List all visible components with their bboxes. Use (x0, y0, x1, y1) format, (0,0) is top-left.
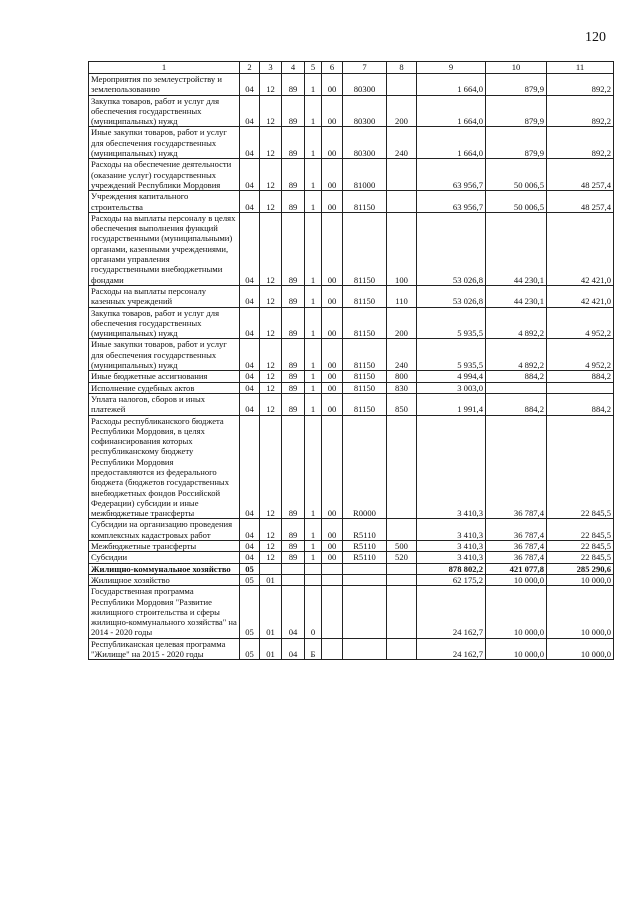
table-cell: 1 (305, 371, 322, 382)
table-cell: 81150 (343, 371, 387, 382)
table-cell: 89 (282, 415, 305, 519)
table-row (89, 382, 614, 393)
table-cell (387, 638, 417, 660)
table-cell: 5 935,5 (417, 339, 486, 371)
table-cell: 00 (322, 285, 343, 307)
table-cell: 1 991,4 (417, 393, 486, 415)
table-cell (260, 563, 282, 574)
table-cell: 36 787,4 (486, 541, 547, 552)
table-cell: 42 421,0 (547, 212, 614, 285)
row-label-cell: Исполнение судебных актов (89, 382, 240, 393)
table-cell: 10 000,0 (547, 638, 614, 660)
table-row (89, 191, 614, 213)
table-cell (322, 574, 343, 585)
table-cell (486, 382, 547, 393)
table-cell (343, 586, 387, 638)
table-cell: 01 (260, 574, 282, 585)
table-cell: 892,2 (547, 127, 614, 159)
table-cell: 04 (240, 191, 260, 213)
table-cell: R5110 (343, 519, 387, 541)
table-cell: 00 (322, 339, 343, 371)
table-cell: 89 (282, 159, 305, 191)
table-cell (547, 382, 614, 393)
row-label-cell: Республиканская целевая программа "Жилище" на 2015 - 2020 годы (89, 638, 240, 660)
table-cell: 200 (387, 307, 417, 339)
table-cell: 1 (305, 191, 322, 213)
row-label-cell: Субсидии на организацию проведения комплексных кадастровых работ (89, 519, 240, 541)
table-cell: 00 (322, 127, 343, 159)
table-cell: 50 006,5 (486, 191, 547, 213)
table-cell: 22 845,5 (547, 519, 614, 541)
table-row (89, 586, 614, 638)
table-cell: 04 (240, 552, 260, 563)
table-cell: 24 162,7 (417, 638, 486, 660)
table-cell: 1 (305, 159, 322, 191)
row-label-cell: Расходы республиканского бюджета Республики Мордовия, в целях софинансирования которых республиканскому бюджету Республики Мордовия предоставляются из федерального бюджета (бюджетов государственных внебюджетных фондов Российской Федерации) субсидии и иные межбюджетные трансферты (89, 415, 240, 519)
table-cell: 04 (240, 95, 260, 127)
table-cell (322, 638, 343, 660)
table-row (89, 339, 614, 371)
table-cell: 04 (240, 382, 260, 393)
table-cell: 04 (240, 393, 260, 415)
table-cell: 89 (282, 552, 305, 563)
table-cell: 4 994,4 (417, 371, 486, 382)
table-cell: 89 (282, 307, 305, 339)
row-label-cell: Иные закупки товаров, работ и услуг для обеспечения государственных (муниципальных) нужд (89, 339, 240, 371)
table-cell: 04 (240, 307, 260, 339)
table-cell (282, 574, 305, 585)
table-cell: 80300 (343, 95, 387, 127)
table-cell: 4 952,2 (547, 339, 614, 371)
column-header: 6 (322, 62, 343, 74)
table-cell: 3 410,3 (417, 519, 486, 541)
row-label-cell: Иные закупки товаров, работ и услуг для обеспечения государственных (муниципальных) нужд (89, 127, 240, 159)
table-cell: 04 (240, 212, 260, 285)
table-row (89, 212, 614, 285)
row-label-cell: Расходы на выплаты персоналу казенных учреждений (89, 285, 240, 307)
table-cell: 879,9 (486, 95, 547, 127)
row-label-cell: Расходы на выплаты персоналу в целях обеспечения выполнения функций государственными (муниципальными) органами, казенными учреждениями, органами управления государственными внебюджетными фондами (89, 212, 240, 285)
column-header: 7 (343, 62, 387, 74)
table-cell: 12 (260, 371, 282, 382)
table-cell: 50 006,5 (486, 159, 547, 191)
table-cell: 80300 (343, 127, 387, 159)
table-cell: 800 (387, 371, 417, 382)
table-cell: 01 (260, 586, 282, 638)
table-cell: 05 (240, 586, 260, 638)
table-cell: 10 000,0 (547, 574, 614, 585)
table-cell: 1 (305, 285, 322, 307)
table-cell: 89 (282, 95, 305, 127)
table-cell: 1 (305, 339, 322, 371)
table-cell: 00 (322, 74, 343, 96)
table-cell: 81150 (343, 285, 387, 307)
table-cell: 00 (322, 371, 343, 382)
table-row (89, 127, 614, 159)
table-cell: 0 (305, 586, 322, 638)
table-cell: 00 (322, 307, 343, 339)
table-cell: 04 (240, 541, 260, 552)
row-label-cell: Иные бюджетные ассигнования (89, 371, 240, 382)
table-cell: 4 952,2 (547, 307, 614, 339)
row-label-cell: Межбюджетные трансферты (89, 541, 240, 552)
table-row (89, 574, 614, 585)
table-cell: 884,2 (486, 371, 547, 382)
table-cell: 36 787,4 (486, 552, 547, 563)
table-cell (343, 563, 387, 574)
column-header: 8 (387, 62, 417, 74)
table-cell: 00 (322, 95, 343, 127)
table-cell: 240 (387, 339, 417, 371)
table-row (89, 159, 614, 191)
table-cell: 04 (240, 285, 260, 307)
table-row (89, 74, 614, 96)
table-cell (387, 191, 417, 213)
table-cell: 48 257,4 (547, 191, 614, 213)
column-header: 11 (547, 62, 614, 74)
table-cell: 89 (282, 191, 305, 213)
table-cell (282, 563, 305, 574)
table-cell: 04 (240, 415, 260, 519)
table-cell: 81150 (343, 191, 387, 213)
table-cell: 1 (305, 541, 322, 552)
table-cell: 12 (260, 393, 282, 415)
column-header: 1 (89, 62, 240, 74)
table-cell: 00 (322, 212, 343, 285)
table-cell: 10 000,0 (486, 586, 547, 638)
table-row (89, 563, 614, 574)
table-cell: 04 (240, 127, 260, 159)
table-header-row (89, 62, 614, 74)
table-cell: 81000 (343, 159, 387, 191)
table-cell: 80300 (343, 74, 387, 96)
table-cell: 12 (260, 285, 282, 307)
table-row (89, 541, 614, 552)
row-label-cell: Уплата налогов, сборов и иных платежей (89, 393, 240, 415)
table-cell: 10 000,0 (547, 586, 614, 638)
row-label-cell: Государственная программа Республики Мордовия "Развитие жилищного строительства и сферы жилищно-коммунального хозяйства" на 2014 - 2020 годы (89, 586, 240, 638)
table-cell: 3 410,3 (417, 552, 486, 563)
table-cell: 12 (260, 339, 282, 371)
table-cell: 12 (260, 95, 282, 127)
table-cell (387, 574, 417, 585)
table-cell: 89 (282, 285, 305, 307)
table-cell: 81150 (343, 393, 387, 415)
row-label-cell: Мероприятия по землеустройству и землепользованию (89, 74, 240, 96)
table-cell: 04 (282, 638, 305, 660)
table-cell: 830 (387, 382, 417, 393)
table-cell: 00 (322, 382, 343, 393)
table-cell: 04 (240, 74, 260, 96)
table-cell: 89 (282, 519, 305, 541)
column-header: 2 (240, 62, 260, 74)
table-cell: 884,2 (547, 371, 614, 382)
table-cell: 63 956,7 (417, 191, 486, 213)
table-cell: 44 230,1 (486, 212, 547, 285)
table-cell: 89 (282, 541, 305, 552)
table-cell: 22 845,5 (547, 552, 614, 563)
table-cell: 89 (282, 212, 305, 285)
row-label-cell: Жилищно-коммунальное хозяйство (89, 563, 240, 574)
table-cell: R5110 (343, 541, 387, 552)
table-cell: 00 (322, 415, 343, 519)
table-cell: 1 (305, 212, 322, 285)
table-cell (387, 415, 417, 519)
table-cell (343, 638, 387, 660)
table-cell: 878 802,2 (417, 563, 486, 574)
table-cell (322, 586, 343, 638)
table-cell: 1 (305, 95, 322, 127)
table-cell: 110 (387, 285, 417, 307)
table-cell: 81150 (343, 382, 387, 393)
table-row (89, 393, 614, 415)
table-cell: 12 (260, 382, 282, 393)
table-cell: 36 787,4 (486, 415, 547, 519)
table-cell: 04 (240, 519, 260, 541)
column-header: 10 (486, 62, 547, 74)
table-cell (387, 519, 417, 541)
table-cell: 4 892,2 (486, 339, 547, 371)
table-cell: 12 (260, 519, 282, 541)
table-cell: 48 257,4 (547, 159, 614, 191)
table-cell: 1 (305, 415, 322, 519)
table-cell: 3 003,0 (417, 382, 486, 393)
column-header: 3 (260, 62, 282, 74)
table-cell: 22 845,5 (547, 541, 614, 552)
table-cell: 884,2 (547, 393, 614, 415)
table-cell: Б (305, 638, 322, 660)
table-cell: 12 (260, 74, 282, 96)
table-cell: 892,2 (547, 74, 614, 96)
table-cell: 89 (282, 371, 305, 382)
table-cell: 05 (240, 574, 260, 585)
table-cell: 12 (260, 191, 282, 213)
table-cell: 1 664,0 (417, 127, 486, 159)
table-cell (387, 74, 417, 96)
table-cell: 520 (387, 552, 417, 563)
table-cell: 12 (260, 541, 282, 552)
table-row (89, 519, 614, 541)
table-cell: 04 (282, 586, 305, 638)
table-cell: 89 (282, 382, 305, 393)
table-cell: 81150 (343, 339, 387, 371)
table-cell: 00 (322, 552, 343, 563)
table-cell: 05 (240, 563, 260, 574)
table-cell: 44 230,1 (486, 285, 547, 307)
table-cell: 05 (240, 638, 260, 660)
table-row (89, 552, 614, 563)
table-cell: 4 892,2 (486, 307, 547, 339)
table-cell: 00 (322, 191, 343, 213)
table-cell (387, 159, 417, 191)
table-cell: 53 026,8 (417, 212, 486, 285)
table-cell: 12 (260, 127, 282, 159)
row-label-cell: Учреждения капитального строительства (89, 191, 240, 213)
table-cell: R5110 (343, 552, 387, 563)
page-number: 120 (585, 30, 606, 45)
table-cell: 884,2 (486, 393, 547, 415)
table-cell: 1 (305, 307, 322, 339)
table-cell: 36 787,4 (486, 519, 547, 541)
table-row (89, 285, 614, 307)
table-cell: 00 (322, 393, 343, 415)
table-cell: 81150 (343, 307, 387, 339)
table-cell: 1 (305, 382, 322, 393)
row-label-cell: Расходы на обеспечение деятельности (оказание услуг) государственных учреждений Республики Мордовия (89, 159, 240, 191)
table-cell: 12 (260, 415, 282, 519)
table-cell: 01 (260, 638, 282, 660)
table-cell: 00 (322, 519, 343, 541)
table-cell: R0000 (343, 415, 387, 519)
table-cell: 63 956,7 (417, 159, 486, 191)
table-cell: 1 (305, 127, 322, 159)
table-cell: 89 (282, 393, 305, 415)
table-cell: 89 (282, 127, 305, 159)
table-cell: 5 935,5 (417, 307, 486, 339)
table-cell: 81150 (343, 212, 387, 285)
table-cell: 89 (282, 74, 305, 96)
table-cell: 10 000,0 (486, 638, 547, 660)
table-cell: 10 000,0 (486, 574, 547, 585)
table-cell: 3 410,3 (417, 541, 486, 552)
table-cell: 879,9 (486, 74, 547, 96)
table-cell: 04 (240, 371, 260, 382)
table-cell: 1 (305, 74, 322, 96)
table-cell: 12 (260, 159, 282, 191)
table-cell: 1 (305, 519, 322, 541)
table-cell: 1 (305, 552, 322, 563)
table-cell: 879,9 (486, 127, 547, 159)
table-cell: 285 290,6 (547, 563, 614, 574)
row-label-cell: Закупка товаров, работ и услуг для обеспечения государственных (муниципальных) нужд (89, 95, 240, 127)
row-label-cell: Жилищное хозяйство (89, 574, 240, 585)
table-cell (305, 574, 322, 585)
table-row (89, 415, 614, 519)
row-label-cell: Субсидии (89, 552, 240, 563)
table-cell: 04 (240, 159, 260, 191)
table-cell: 100 (387, 212, 417, 285)
table-cell: 53 026,8 (417, 285, 486, 307)
table-body (89, 74, 614, 660)
table-cell: 12 (260, 212, 282, 285)
table-cell: 240 (387, 127, 417, 159)
table-row (89, 95, 614, 127)
table-cell (387, 586, 417, 638)
column-header: 9 (417, 62, 486, 74)
table-cell: 500 (387, 541, 417, 552)
table-cell: 421 077,8 (486, 563, 547, 574)
table-row (89, 307, 614, 339)
table-cell: 12 (260, 552, 282, 563)
table-cell: 1 (305, 393, 322, 415)
table-cell: 12 (260, 307, 282, 339)
table-cell: 00 (322, 541, 343, 552)
table-row (89, 638, 614, 660)
table-cell: 850 (387, 393, 417, 415)
table-cell (322, 563, 343, 574)
table-cell: 04 (240, 339, 260, 371)
table-cell: 1 664,0 (417, 74, 486, 96)
table-cell: 892,2 (547, 95, 614, 127)
table-cell (343, 574, 387, 585)
table-cell: 00 (322, 159, 343, 191)
table-cell (305, 563, 322, 574)
table-cell: 42 421,0 (547, 285, 614, 307)
table-row (89, 371, 614, 382)
table-cell: 200 (387, 95, 417, 127)
budget-table (88, 61, 614, 660)
table-cell: 24 162,7 (417, 586, 486, 638)
column-header: 4 (282, 62, 305, 74)
column-header: 5 (305, 62, 322, 74)
row-label-cell: Закупка товаров, работ и услуг для обеспечения государственных (муниципальных) нужд (89, 307, 240, 339)
table-cell: 1 664,0 (417, 95, 486, 127)
table-cell (387, 563, 417, 574)
table-cell: 62 175,2 (417, 574, 486, 585)
table-cell: 22 845,5 (547, 415, 614, 519)
table-cell: 3 410,3 (417, 415, 486, 519)
table-cell: 89 (282, 339, 305, 371)
